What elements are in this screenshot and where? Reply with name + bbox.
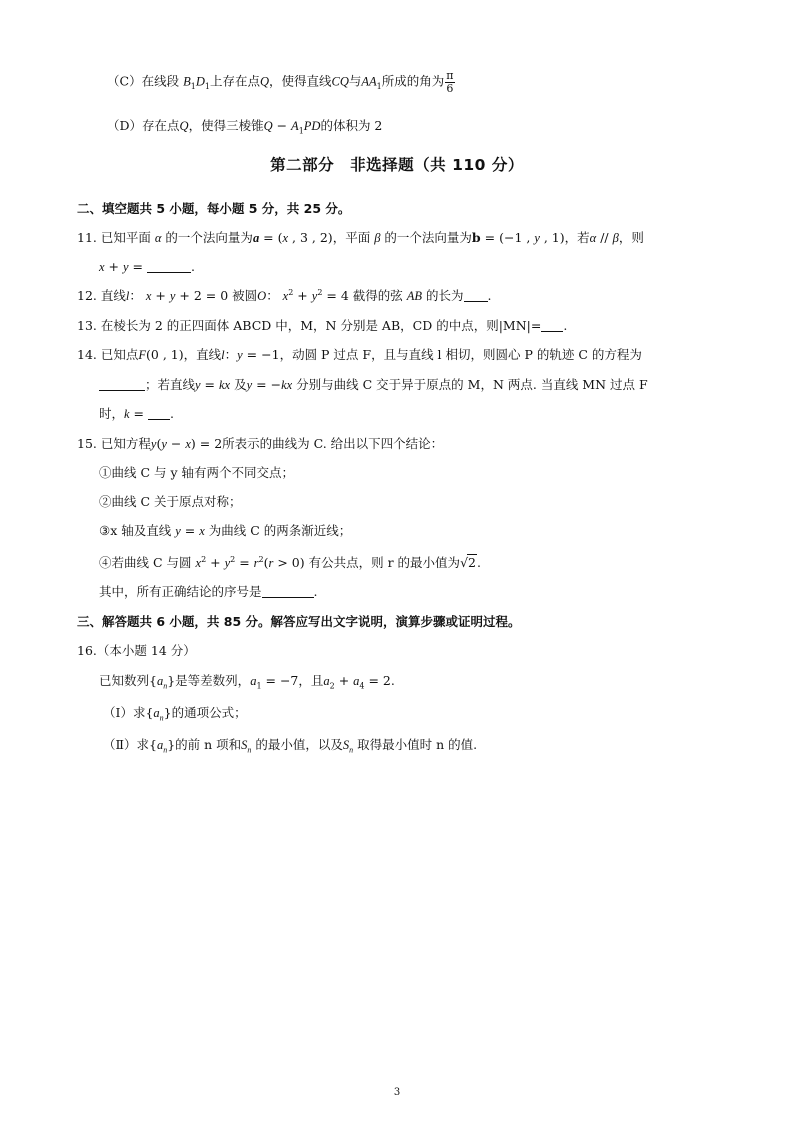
question-14-line-3: 时，k = . xyxy=(99,406,174,421)
statement-2: ②曲线 C 关于原点对称； xyxy=(99,494,242,509)
question-16-part-ii: （Ⅱ）求$\{a_n\}$的前 n 项和$S_n$ 的最小值，以及$S_n$ 取得最小值时 n 的值. xyxy=(103,737,478,755)
option-d: （D）存在点Q，使得三棱锥$Q - A_1PD$的体积为 2 xyxy=(107,118,383,136)
section-3-heading: 三、解答题共 6 小题，共 85 分。解答应写出文字说明，演算步骤或证明过程。 xyxy=(77,614,521,629)
question-13: 13. 在棱长为 2 的正四面体 ABCD 中，M，N 分别是 AB，CD 的中点，则|MN|= . xyxy=(77,318,568,333)
question-15-conclusion: 其中，所有正确结论的序号是 . xyxy=(99,584,318,599)
question-14-line-2: ；若直线y = kx 及y = −kx 分别与曲线 C 交于异于原点的 M，N 两点. 当直线 MN 过点 F xyxy=(99,377,648,393)
answer-blank[interactable] xyxy=(464,289,488,302)
page-number: 3 xyxy=(393,1087,401,1098)
statement-3: ③x 轴及直线 y = x 为曲线 C 的两条渐近线； xyxy=(99,523,352,538)
question-16: 16.（本小题 14 分） xyxy=(77,643,196,658)
statement-4: ④若曲线 C 与圆 $x^2 + y^2 = r^2(r > 0)$ 有公共点，则 r 的最小值为√2. xyxy=(99,554,481,570)
answer-blank[interactable] xyxy=(541,319,563,332)
option-c-label: （C） xyxy=(107,73,142,89)
option-c: （C）在线段 $B_1D_1$上存在点Q，使得直线CQ与$AA_1$所成的角为 $\frac{\pi}{6}$ xyxy=(107,69,454,95)
answer-blank[interactable] xyxy=(99,378,145,391)
section-2-heading: 二、填空题共 5 小题，每小题 5 分，共 25 分。 xyxy=(77,201,351,216)
option-d-label: （D） xyxy=(107,118,143,133)
answer-blank[interactable] xyxy=(148,407,170,420)
question-12: 12. 直线l： x + y + 2 = 0 被圆O： $x^2 + y^2 = 4$ 截得的弦 AB 的长为 . xyxy=(77,288,492,304)
pi-over-six-fraction: $\frac{\pi}{6}$ xyxy=(446,69,454,95)
question-15: 15. 已知方程y(y − x) = 2所表示的曲线为 C. 给出以下四个结论： xyxy=(77,436,444,451)
question-16-stem: 已知数列$\{a_n\}$是等差数列，$a_1 = -7$，且$a_2 + a_4 = 2$. xyxy=(99,673,395,691)
question-11: 11. 已知平面 α 的一个法向量为a = (x , 3 , 2)，平面 β 的一个法向量为b = (−1 , y , 1)，若α // β，则 xyxy=(77,230,644,245)
statement-1: ①曲线 C 与 y 轴有两个不同交点； xyxy=(99,465,295,480)
question-14: 14. 已知点F(0 , 1)，直线l：y = −1，动圆 P 过点 F，且与直线 l 相切，则圆心 P 的轨迹 C 的方程为 xyxy=(77,347,642,362)
question-16-part-i: （Ⅰ）求$\{a_n\}$的通项公式； xyxy=(103,705,247,723)
question-11-answer-line: x + y = . xyxy=(99,259,195,274)
answer-blank[interactable] xyxy=(147,260,191,273)
part-title: 第二部分 非选择题（共 110 分） xyxy=(270,156,524,174)
answer-blank[interactable] xyxy=(262,585,314,598)
